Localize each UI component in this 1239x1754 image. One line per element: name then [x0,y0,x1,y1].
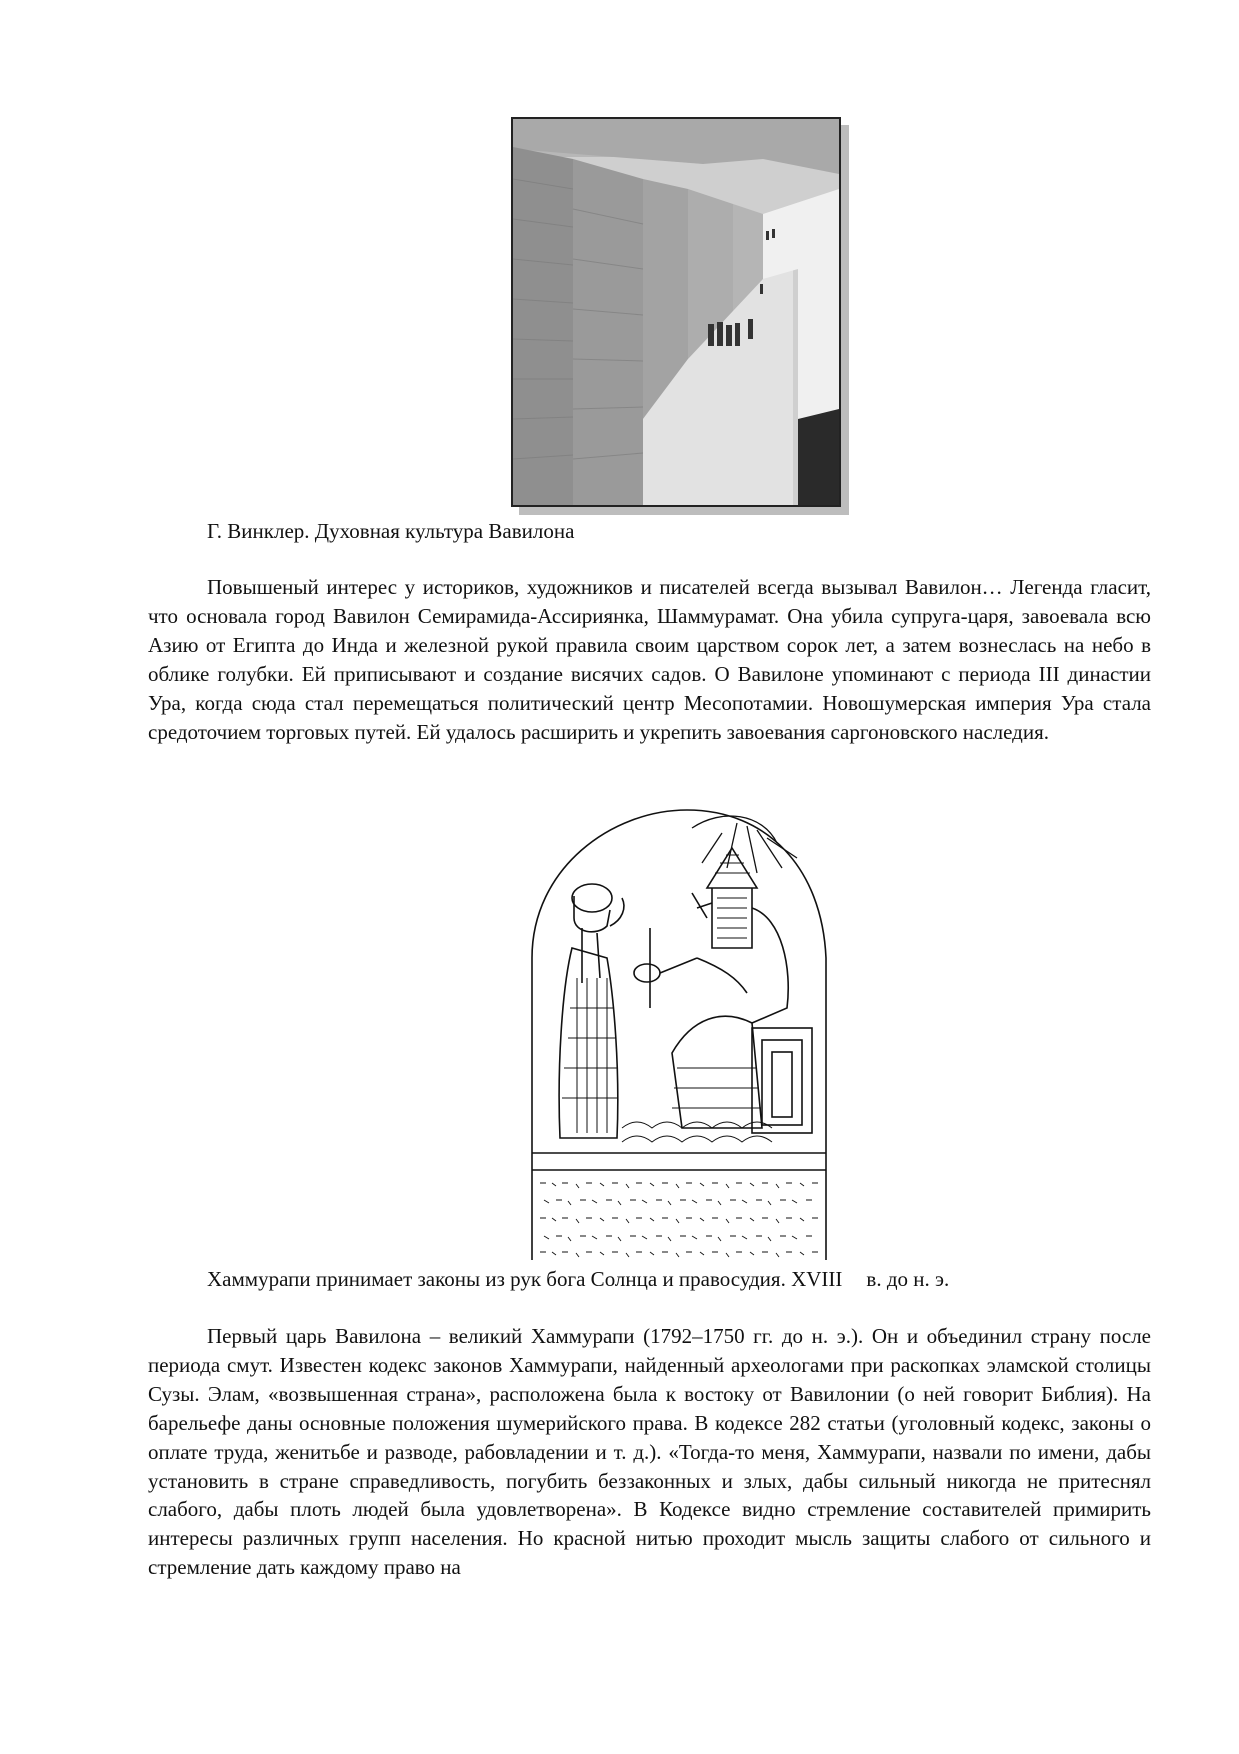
figure-caption-1: Г. Винклер. Духовная культура Вавилона [207,519,575,543]
figure-caption-2 [207,1267,1107,1291]
figure-caption-2-main: Хаммурапи принимает законы из рук бога Солнца и правосудия. XVIII [207,1267,843,1291]
hammurabi-stele-drawing [522,808,836,1260]
babylon-walls-photo [511,117,841,507]
figure-caption-2-tail: в. до н. э. [866,1267,950,1291]
body-paragraph-2: Первый царь Вавилона – великий Хаммурапи (1792–1750 гг. до н. э.). Он и объединил страну после периода смут. Известен кодекс законов Хаммурапи, найденный археологами при раскопках эламской столицы Сузы. Элам, «возвышенная страна», расположена была к востоку от Вавилонии (о ней говорит Библия). На барельефе даны основные положения шумерийского права. В кодексе 282 статьи (уголовный кодекс, законы о оплате труда, женитьбе и разводе, рабовладении и т. д.). «Тогда-то меня, Хаммурапи, назвали по имени, дабы установить в стране справедливость, погубить беззаконных и злых, дабы сильный никогда не притеснял слабого, дабы плоть людей была удовлетворена». В Кодексе видно стремление составителей примирить интересы различных групп населения. Но красной нитью проходит мысль защиты слабого от сильного и стремление дать каждому право на [148,1324,1151,1580]
body-paragraph-1: Повышеный интерес у историков, художников и писателей всегда вызывал Вавилон… Легенда гласит, что основала город Вавилон Семирамида-Ассириянка, Шаммурамат. Она убила супруга-царя, завоевала всю Азию от Египта до Инда и железной рукой правила своим царством сорок лет, а затем вознеслась на небо в облике голубки. Ей приписывают и создание висячих садов. О Вавилоне упоминают с периода III династии Ура, когда сюда стал перемещаться политический центр Месопотамии. Новошумерская империя Ура стала средоточием торговых путей. Ей удалось расширить и укрепить завоевания саргоновского наследия. [148,575,1151,744]
